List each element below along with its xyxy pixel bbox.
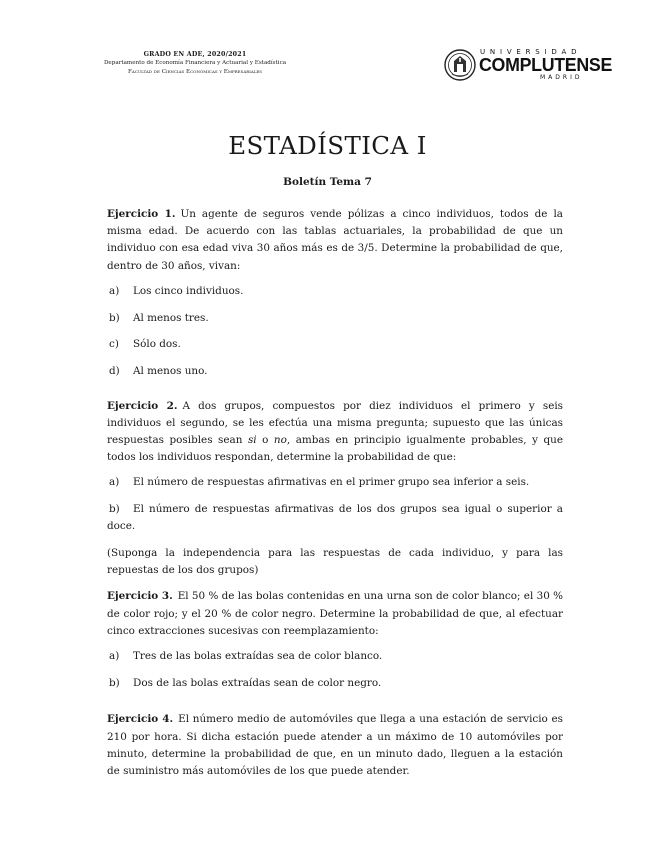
degree-line: GRADO EN ADE, 2020/2021 (143, 51, 247, 58)
item-label: a) (109, 650, 120, 663)
exercise-2 (107, 398, 563, 580)
exercise-2-note: (Suponga la independencia para las respuestas de cada individuo, y para las repuestas de los dos grupos) (107, 547, 563, 577)
department-line: Departamento de Economía Financiera y Actuarial y Estadística (103, 60, 287, 66)
exercise-3-items (107, 648, 563, 692)
exercise-2-statement (107, 398, 563, 467)
university-seal-icon (444, 48, 476, 82)
exercise-1-statement (107, 206, 563, 275)
list-item (107, 310, 563, 327)
exercise-4-label: Ejercicio 4. (107, 713, 174, 726)
exercise-2-text-before: A dos grupos, compuestos por diez individuos el primero y seis individuos el segundo, se les efectúa una misma pregunta; supuesto que las únicas respuestas posibles sean (107, 399, 564, 447)
item-text: Al menos uno. (133, 364, 208, 377)
exercise-2-label: Ejercicio 2. (107, 399, 178, 412)
list-item (107, 363, 563, 380)
page-subtitle: Boletín Tema 7 (283, 176, 372, 188)
item-text: Los cinco individuos. (133, 284, 244, 297)
logo-madrid-word: MADRID (540, 74, 583, 81)
list-item (107, 675, 563, 692)
exercise-1-text: Un agente de seguros vende pólizas a cinco individuos, todos de la misma edad. De acuerdo con las tablas actuariales, la probabilidad de que un individuo con esa edad viva 30 años más es de 3/5. Determine la probabilidad de que, dentro de 30 años, vivan: (107, 208, 563, 272)
item-label: a) (109, 284, 120, 297)
exercise-4 (107, 711, 563, 780)
item-text: Tres de las bolas extraídas sea de color blanco. (133, 650, 383, 663)
exercise-4-statement (107, 711, 563, 780)
exercise-3-text: El 50 % de las bolas contenidas en una urna son de color blanco; el 30 % de color rojo; y el 20 % de color negro. Determine la probabilidad de que, al efectuar cinco extracciones sucesivas con reemplazamiento: (107, 590, 563, 637)
page-title: ESTADÍSTICA I (228, 131, 427, 160)
faculty-line: Facultad de Ciencias Económicas y Empresariales (127, 69, 263, 75)
item-text: El número de respuestas afirmativas de los dos grupos sea igual o superior a doce. (107, 503, 563, 533)
exercise-2-items (107, 474, 563, 535)
item-label: c) (109, 338, 119, 351)
exercise-4-text: El número medio de automóviles que llega a una estación de servicio es 210 por hora. Si dicha estación puede atender a un máximo de 10 automóviles por minuto, determine la probabilidad de que, en un minuto dado, lleguen a la estación de suministro más automóviles de los que puede atender. (107, 713, 563, 778)
exercise-2-text-mid: o (256, 434, 274, 447)
exercise-3-label: Ejercicio 3. (107, 590, 173, 603)
item-label: b) (109, 311, 120, 324)
logo-complutense-word: COMPLUTENSE (479, 54, 613, 75)
item-label: b) (109, 676, 120, 689)
item-text: Dos de las bolas extraídas sean de color negro. (133, 676, 382, 689)
university-logo (444, 48, 613, 84)
exercise-3 (107, 588, 563, 692)
list-item (107, 474, 563, 491)
exercise-2-em-no: no (273, 434, 287, 447)
list-item (107, 648, 563, 665)
exercise-3-statement (107, 588, 563, 640)
item-text: Sólo dos. (133, 338, 181, 351)
exercise-1 (107, 206, 563, 380)
exercise-1-items (107, 283, 563, 380)
list-item (107, 501, 563, 535)
item-text: El número de respuestas afirmativas en el primer grupo sea inferior a seis. (133, 476, 530, 489)
exercise-2-em-si: si (247, 434, 257, 447)
exercise-2-text-after: , ambas en principio igualmente probables, y que todos los individuos respondan, determine la probabilidad de que: (107, 434, 563, 464)
logo-university-word: UNIVERSIDAD (480, 48, 582, 56)
list-item (107, 336, 563, 353)
document-header (90, 50, 300, 77)
item-text: Al menos tres. (133, 311, 209, 324)
item-label: b) (109, 503, 120, 516)
item-label: d) (109, 364, 120, 377)
item-label: a) (109, 476, 120, 489)
exercise-1-label: Ejercicio 1. (107, 208, 176, 220)
list-item (107, 283, 563, 300)
document-body (107, 206, 563, 780)
